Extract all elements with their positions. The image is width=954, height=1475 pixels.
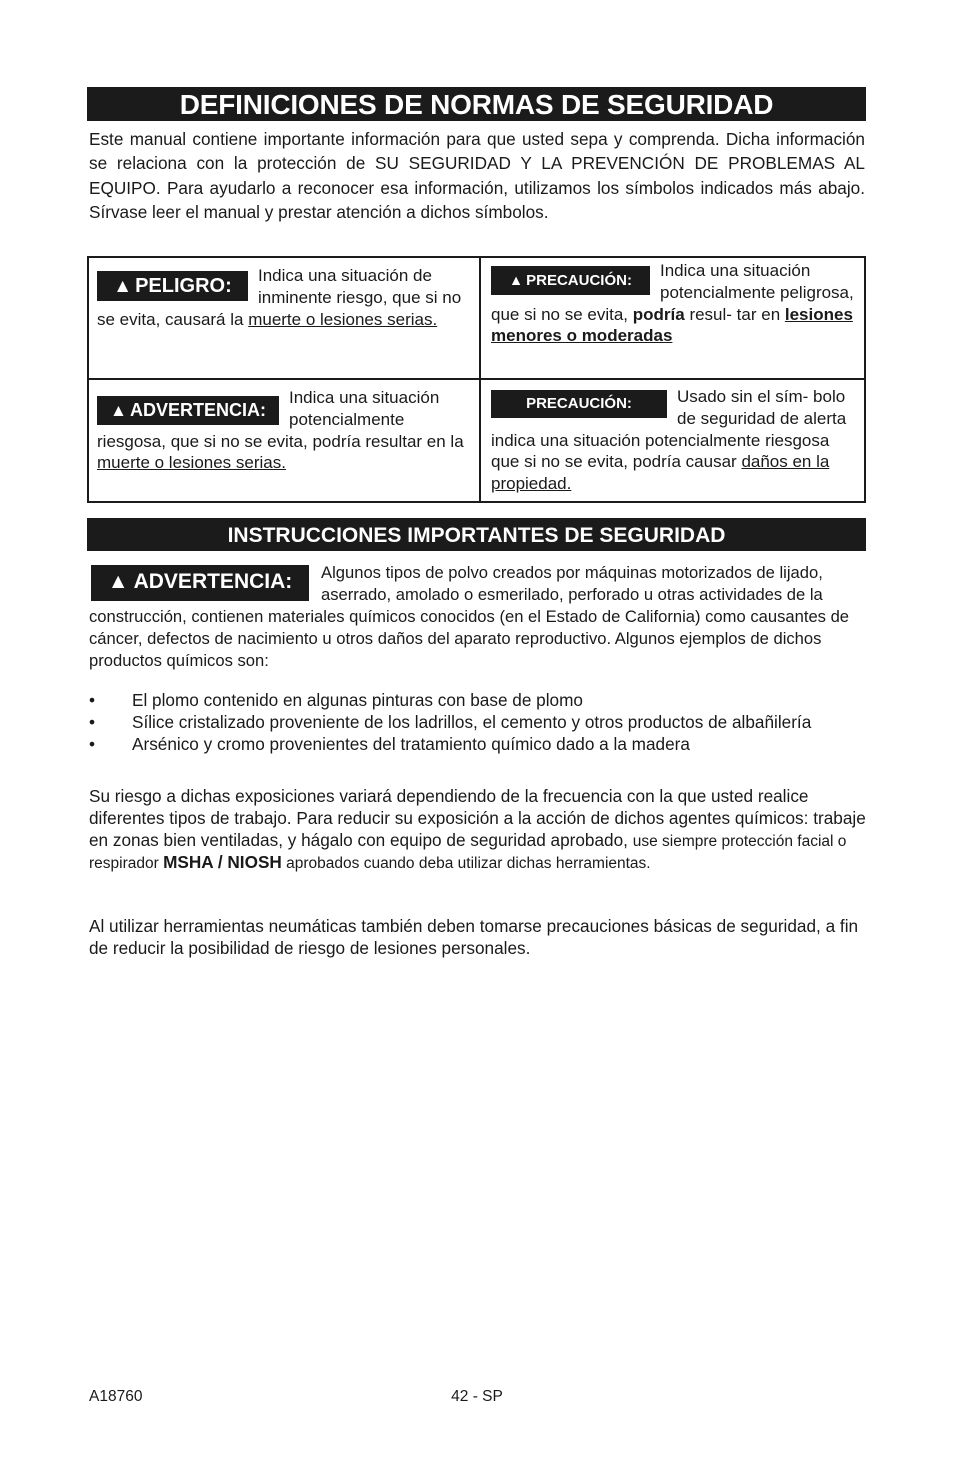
definitions-table [87,256,866,503]
warning-text: Algunos tipos de polvo creados por máquinas motorizados de lijado, aserrado, amolado o esmerilado, perforado u otras actividades de la construcción, contienen materiales químicos conocidos (en el Estado de California) como causantes de cáncer, defectos de nacimiento u otros daños del aparato reproductivo. Algunos ejemplos de dichos productos químicos son: [89,563,850,670]
warning-triangle-icon: ▲ [509,273,524,289]
table-divider-horizontal [89,378,864,380]
peligro-badge: ▲ PELIGRO: [97,271,248,301]
precaucion-badge: ▲ PRECAUCIÓN: [491,266,650,295]
peligro-text: Indica una situación de inminente riesgo, que si no se evita, causará la [97,266,462,329]
precaucion-text-2: resul- tar en [684,304,785,324]
precaucion-nosymbol-badge: PRECAUCIÓN: [491,390,667,418]
advertencia-consequence: muerte o lesiones serias. [97,453,286,473]
bullet-icon: • [89,733,96,754]
precaucion-nosymbol-consequence: daños en la propiedad. [491,452,830,494]
warning-triangle-icon: ▲ [107,570,129,593]
list-item: • Sílice cristalizado proveniente de los ladrillos, el cemento y otros productos de albañilería [89,711,812,732]
msha-niosh: MSHA / NIOSH [163,852,282,873]
definition-advertencia [97,387,467,474]
peligro-consequence: muerte o lesiones serias. [248,309,438,329]
advertencia-warning-badge: ▲ ADVERTENCIA: [91,565,309,601]
warning-triangle-icon: ▲ [113,276,133,297]
bullet-icon: • [89,690,96,710]
precaucion-consequence: lesiones menores o moderadas [491,304,853,346]
definition-precaucion-nosymbol [491,386,859,495]
precaucion-nosymbol-text: Usado sin el sím- bolo de seguridad de alerta indica una situación potencialmente riesgosa que si no se evita, podría causar [491,387,847,472]
warning-paragraph [89,562,869,672]
intro-paragraph: Este manual contiene importante información para que usted sepa y comprenda. Dicha información se relaciona con la protección de SU SEGURIDAD Y LA PREVENCIÓN DE PROBLEMAS AL EQUIPO. Para ayudarlo a reconocer esa información, utilizamos los símbolos indicados más abajo. Sírvase leer el manual y prestar atención a dichos símbolos. [89,129,865,223]
list-item: • El plomo contenido en algunas pinturas con base de plomo [89,690,583,710]
chemical-list [89,690,869,755]
page-number: 42 - SP [451,1388,503,1405]
advertencia-badge: ▲ ADVERTENCIA: [97,396,279,425]
warning-triangle-icon: ▲ [110,401,127,420]
pneumatic-paragraph: Al utilizar herramientas neumáticas también deben tomarse precauciones básicas de seguridad, a fin de reducir la posibilidad de riesgo de lesiones personales. [89,916,859,958]
definition-peligro [97,265,467,330]
section-title-definitions: DEFINICIONES DE NORMAS DE SEGURIDAD [87,87,866,121]
precaucion-bold: podría [632,304,685,324]
advertencia-text: Indica una situación potencialmente riesgosa, que si no se evita, podría resultar en la [97,388,464,451]
document-code: A18760 [89,1388,143,1405]
precaucion-text: Indica una situación potencialmente peligrosa, que si no se evita, [491,261,854,324]
list-item: • Arsénico y cromo provenientes del tratamiento químico dado a la madera [89,733,690,754]
bullet-icon: • [89,711,96,732]
section-title-instructions: INSTRUCCIONES IMPORTANTES DE SEGURIDAD [87,518,866,551]
definition-precaucion-symbol [491,260,859,347]
exposure-paragraph: Su riesgo a dichas exposiciones variará dependiendo de la frecuencia con la que usted realice diferentes tipos de trabajo. Para reducir su exposición a la acción de dichos agentes químicos: trabaje en zonas bien ventiladas, y hágalo con equipo de seguridad aprobado, use siempre protección facial o respirador MSHA / NIOSH aprobados cuando deba utilizar dichas herramientas. [89,786,866,873]
